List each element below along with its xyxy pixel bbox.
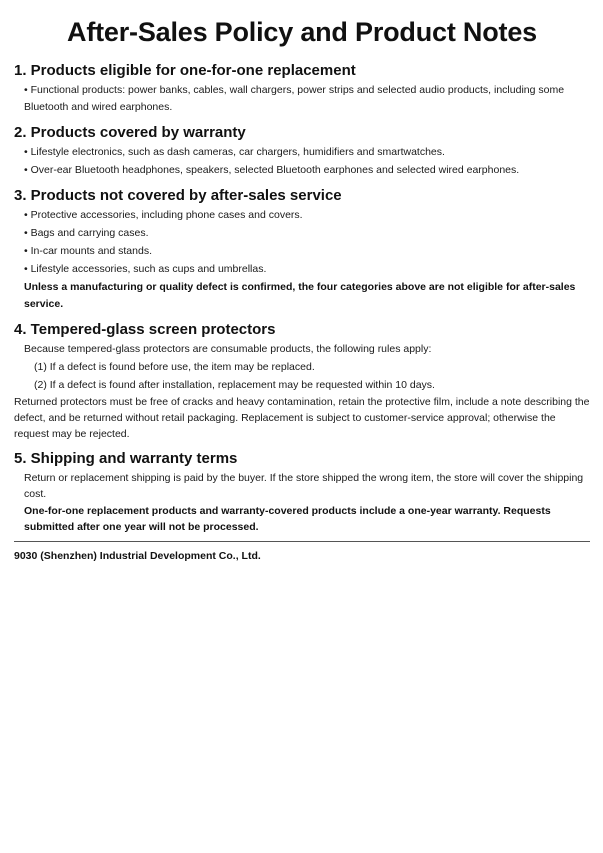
section-warranty-products xyxy=(14,122,590,179)
emphasis-note: Unless a manufacturing or quality defect is confirmed, the four categories above are not eligible for after-sales service. xyxy=(24,281,576,310)
section-body xyxy=(14,82,590,116)
paragraph: Return or replacement shipping is paid by the buyer. If the store shipped the wrong item, the store will cover the shipping cost. xyxy=(24,472,584,500)
section-body xyxy=(14,470,590,535)
paragraph: Because tempered-glass protectors are consumable products, the following rules apply: xyxy=(24,343,432,355)
bullet-item: • Protective accessories, including phone cases and covers. xyxy=(24,207,590,224)
section-heading: 3. Products not covered by after-sales service xyxy=(14,187,342,204)
section-body xyxy=(14,341,590,442)
section-body xyxy=(14,207,590,313)
section-not-covered xyxy=(14,185,590,313)
section-heading: 1. Products eligible for one-for-one replacement xyxy=(14,62,356,79)
bullet-item: • Functional products: power banks, cables, wall chargers, power strips and selected audio products, including some Bluetooth and wired earphones. xyxy=(24,82,590,116)
section-heading: 4. Tempered-glass screen protectors xyxy=(14,321,276,338)
section-body xyxy=(14,144,590,179)
section-shipping-warranty xyxy=(14,448,590,535)
emphasis-note: One-for-one replacement products and warranty-covered products include a one-year warranty. Requests submitted after one year will not be processed. xyxy=(24,505,551,533)
section-heading: 5. Shipping and warranty terms xyxy=(14,450,238,467)
bullet-item: • Lifestyle electronics, such as dash cameras, car chargers, humidifiers and smartwatches. xyxy=(24,144,590,161)
numbered-rule: (2) If a defect is found after installation, replacement may be requested within 10 days. xyxy=(34,379,435,391)
section-eligible-replacement xyxy=(14,60,590,116)
bullet-item: • Bags and carrying cases. xyxy=(24,225,590,242)
bullet-item: • Lifestyle accessories, such as cups and umbrellas. xyxy=(24,261,590,278)
company-footer: 9030 (Shenzhen) Industrial Development Co., Ltd. xyxy=(14,550,261,562)
section-screen-protectors xyxy=(14,319,590,442)
section-heading: 2. Products covered by warranty xyxy=(14,124,246,141)
paragraph: Returned protectors must be free of cracks and heavy contamination, retain the protective film, include a note describing the defect, and be returned without retail packaging. Replacement is subject to customer-service approval; otherwise the request may be rejected. xyxy=(14,396,590,440)
bullet-item: • In-car mounts and stands. xyxy=(24,243,590,260)
footer-divider xyxy=(14,541,590,542)
numbered-rule: (1) If a defect is found before use, the item may be replaced. xyxy=(34,361,315,373)
document-title: After-Sales Policy and Product Notes xyxy=(67,17,537,47)
bullet-item: • Over-ear Bluetooth headphones, speakers, selected Bluetooth earphones and selected wired earphones. xyxy=(24,162,590,179)
